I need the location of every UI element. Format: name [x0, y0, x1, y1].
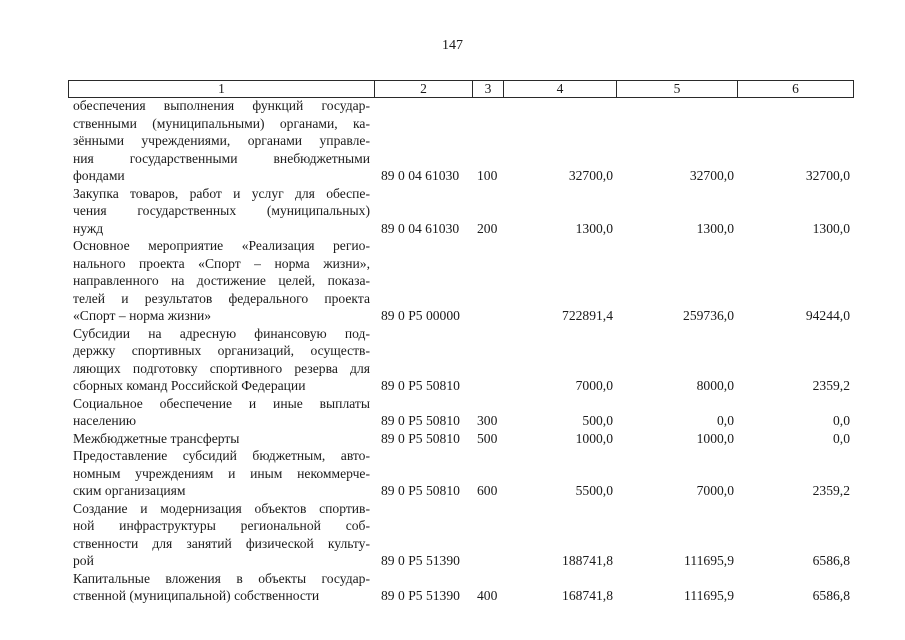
row-target-code: 89 0 P5 00000 — [381, 308, 460, 323]
row-description — [73, 447, 370, 500]
row-target-code: 89 0 P5 50810 — [381, 413, 460, 428]
column-header-1: 1 — [218, 81, 225, 96]
row-amount-col4: 168741,8 — [562, 588, 613, 603]
description-line: направленного на достижение целей, показа- — [73, 273, 370, 288]
row-amount-col6: 32700,0 — [805, 168, 850, 183]
row-description — [73, 500, 370, 570]
description-line: населению — [73, 413, 137, 428]
row-amount-col6: 2359,2 — [812, 378, 850, 393]
description-line: Социальное обеспечение и иные выплаты — [73, 395, 370, 411]
row-description — [73, 430, 370, 448]
row-target-code: 89 0 04 61030 — [381, 220, 460, 236]
description-line: ским организациям — [73, 483, 186, 498]
row-amount-col4: 1300,0 — [575, 220, 613, 236]
row-amount-col5: 259736,0 — [683, 308, 734, 323]
column-header-3: 3 — [472, 81, 503, 97]
table-row — [0, 325, 905, 395]
row-amount-col6: 6586,8 — [812, 553, 850, 568]
row-target-code: 89 0 P5 50810 — [381, 483, 460, 498]
table-row — [0, 237, 905, 325]
row-amount-col4: 5500,0 — [575, 483, 613, 498]
row-amount-col6: 6586,8 — [812, 588, 850, 603]
budget-table-body — [0, 97, 905, 605]
description-line: ственной (муниципальной) собственности — [73, 588, 320, 603]
row-target-code: 89 0 P5 51390 — [381, 553, 460, 568]
row-description — [73, 185, 370, 238]
row-amount-col5: 32700,0 — [689, 168, 734, 183]
description-line: зёнными учреждениями, органами управле- — [73, 133, 370, 148]
description-line: Субсидии на адресную финансовую под- — [73, 325, 370, 341]
row-expense-type: 400 — [477, 588, 498, 603]
description-line: телей и результатов федерального проекта — [73, 290, 370, 306]
table-row — [0, 395, 905, 430]
row-expense-type: 300 — [477, 413, 498, 428]
table-row — [0, 185, 905, 238]
row-target-code: 89 0 04 61030 — [381, 168, 460, 183]
page-number: 147 — [442, 38, 463, 53]
row-amount-col4: 188741,8 — [562, 553, 613, 568]
row-expense-type: 200 — [477, 220, 498, 236]
row-description — [73, 237, 370, 325]
row-expense-type: 100 — [477, 168, 498, 183]
description-line: Межбюджетные трансферты — [73, 430, 240, 446]
row-amount-col5: 111695,9 — [684, 588, 734, 603]
row-amount-col6: 94244,0 — [805, 308, 850, 323]
row-expense-type: 500 — [477, 430, 498, 446]
row-amount-col4: 722891,4 — [562, 308, 613, 323]
column-header-row — [68, 80, 854, 98]
row-amount-col5: 1300,0 — [696, 220, 734, 236]
description-line: рой — [73, 553, 94, 568]
description-line: чения государственных (муниципальных) — [73, 203, 370, 218]
row-description — [73, 325, 370, 395]
description-line: ния государственными внебюджетными — [73, 150, 370, 166]
row-amount-col6: 0,0 — [833, 413, 850, 428]
description-line: Капитальные вложения в объекты государ- — [73, 570, 370, 586]
description-line: нального проекта «Спорт – норма жизни», — [73, 255, 370, 271]
description-line: обеспечения выполнения функций государ- — [73, 98, 370, 113]
table-row — [0, 447, 905, 500]
description-line: фондами — [73, 168, 125, 183]
description-line: номным учреждениям и иным некоммерче- — [73, 465, 370, 481]
row-amount-col5: 1000,0 — [696, 430, 734, 446]
description-line: ственными (муниципальными) органами, ка- — [73, 115, 370, 131]
row-amount-col5: 0,0 — [717, 413, 734, 428]
row-amount-col5: 8000,0 — [696, 378, 734, 393]
table-row — [0, 570, 905, 605]
table-row — [0, 430, 905, 448]
row-amount-col6: 2359,2 — [812, 483, 850, 498]
column-header-4: 4 — [503, 81, 616, 97]
description-line: ной инфраструктуры региональной соб- — [73, 518, 370, 533]
description-line: ляющих подготовку спортивного резерва для — [73, 360, 370, 376]
description-line: «Спорт – норма жизни» — [73, 308, 212, 323]
row-expense-type: 600 — [477, 483, 498, 498]
row-target-code: 89 0 P5 50810 — [381, 378, 460, 393]
row-amount-col5: 7000,0 — [696, 483, 734, 498]
description-line: Закупка товаров, работ и услуг для обеспе- — [73, 185, 370, 201]
column-header-5: 5 — [616, 81, 737, 97]
row-description — [73, 97, 370, 185]
row-description — [73, 570, 370, 605]
description-line: Предоставление субсидий бюджетным, авто- — [73, 448, 370, 463]
description-line: ственности для занятий физической культу- — [73, 535, 370, 551]
row-amount-col4: 7000,0 — [575, 378, 613, 393]
row-description — [73, 395, 370, 430]
row-amount-col6: 0,0 — [833, 430, 850, 446]
description-line: Создание и модернизация объектов спортив- — [73, 500, 370, 516]
description-line: держку спортивных организаций, осуществ- — [73, 343, 370, 358]
row-amount-col6: 1300,0 — [812, 220, 850, 236]
row-amount-col4: 32700,0 — [568, 168, 613, 183]
row-amount-col5: 111695,9 — [684, 553, 734, 568]
table-row — [0, 97, 905, 185]
description-line: Основное мероприятие «Реализация регио- — [73, 238, 370, 253]
column-header-2: 2 — [374, 81, 472, 97]
description-line: сборных команд Российской Федерации — [73, 378, 306, 393]
row-amount-col4: 500,0 — [582, 413, 613, 428]
row-target-code: 89 0 P5 50810 — [381, 430, 460, 446]
table-row — [0, 500, 905, 570]
description-line: нужд — [73, 220, 104, 236]
column-header-6: 6 — [737, 81, 853, 97]
row-target-code: 89 0 P5 51390 — [381, 588, 460, 603]
row-amount-col4: 1000,0 — [575, 430, 613, 446]
